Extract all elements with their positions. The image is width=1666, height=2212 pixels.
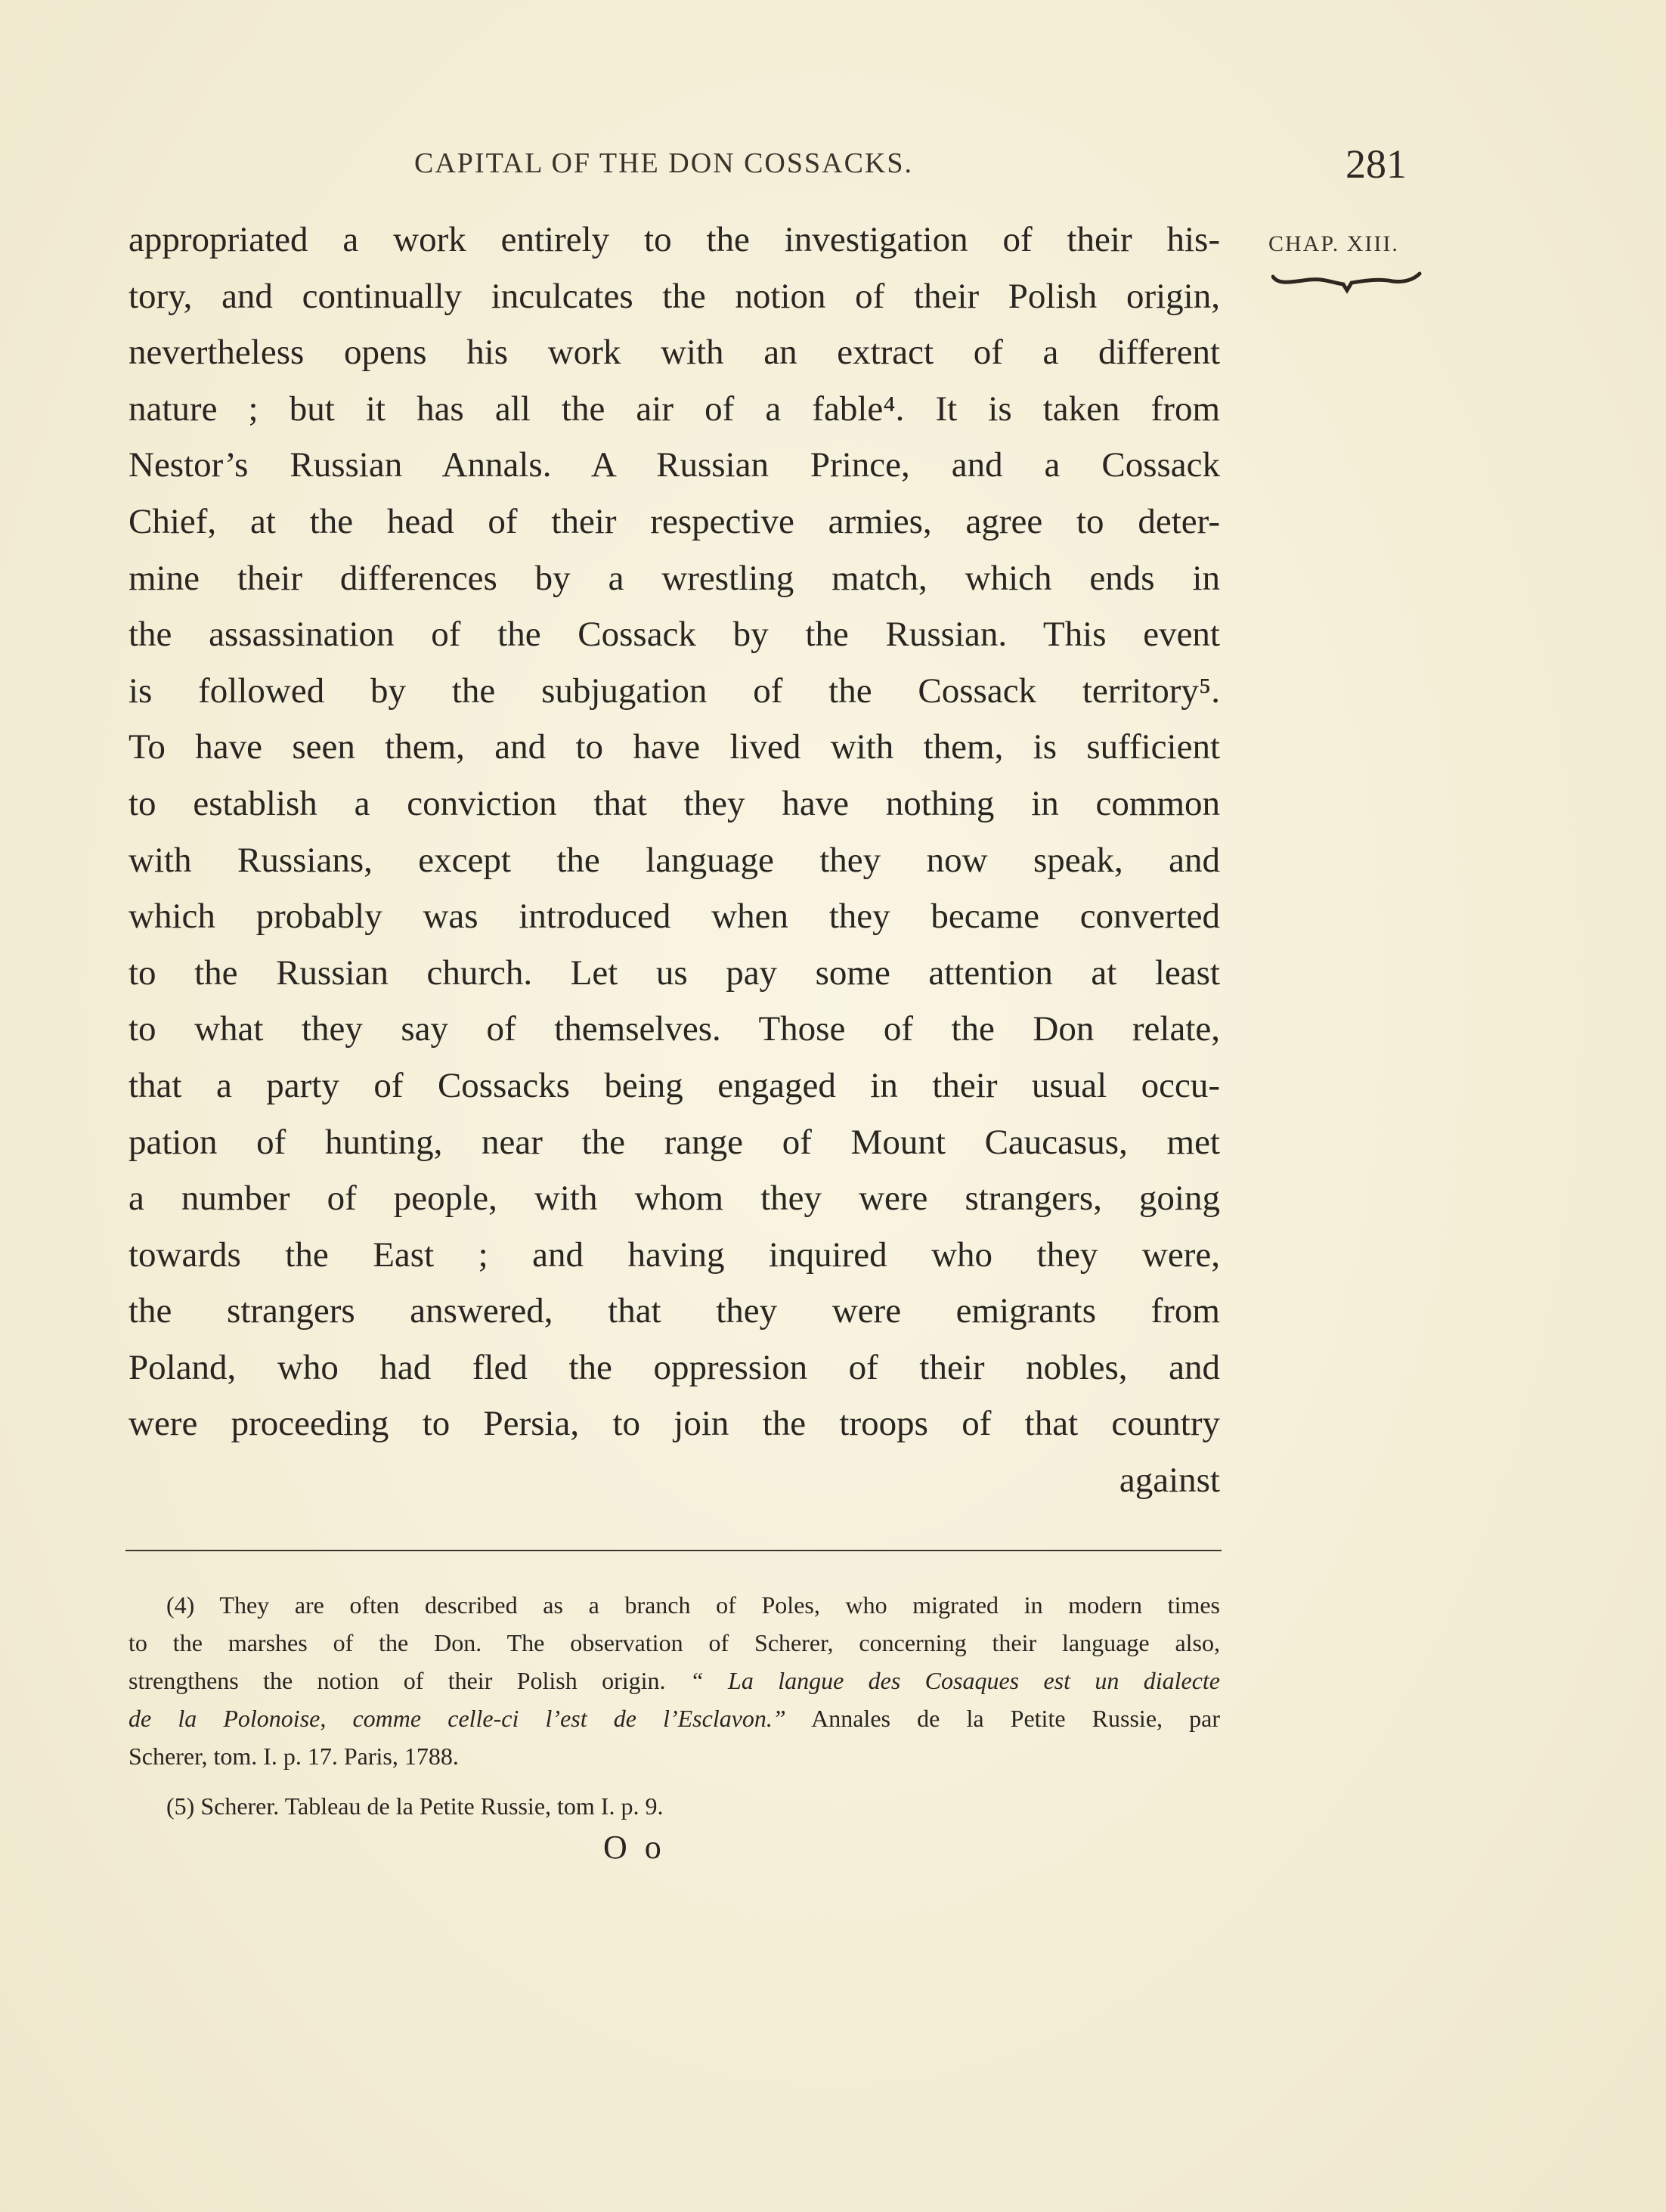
footnote-4-quote: “ La langue des Cosaques est un dialecte — [689, 1667, 1220, 1694]
footnotes — [129, 1586, 1220, 1825]
body-line: the strangers answered, that they were emigrants from — [129, 1291, 1220, 1331]
body-line: pation of hunting, near the range of Mount Caucasus, met — [129, 1122, 1220, 1162]
running-head: CAPITAL OF THE DON COSSACKS. — [414, 147, 913, 179]
body-line: that a party of Cossacks being engaged in their usual occu- — [129, 1065, 1220, 1105]
footnote-rule — [125, 1550, 1222, 1551]
footnote-4-line: (4) They are often described as a branch of Poles, who migrated in modern times — [166, 1591, 1220, 1619]
body-line: Chief, at the head of their respective armies, agree to deter- — [129, 501, 1220, 541]
body-line: to what they say of themselves. Those of the Don relate, — [129, 1009, 1220, 1049]
footnote-4-line: to the marshes of the Don. The observation of Scherer, concerning their language also, — [129, 1629, 1220, 1656]
footnote-4-text: Annales de la Petite Russie, par — [811, 1705, 1220, 1732]
footnote-4-line — [129, 1699, 1220, 1737]
body-line: To have seen them, and to have lived with them, is sufficient — [129, 727, 1220, 767]
footnote-5: (5) Scherer. Tableau de la Petite Russie, tom I. p. 9. — [166, 1792, 664, 1820]
footnote-4-line: Scherer, tom. I. p. 17. Paris, 1788. — [129, 1743, 459, 1770]
body-line-catch: against — [1119, 1461, 1220, 1501]
body-line: appropriated a work entirely to the investigation of their his- — [129, 220, 1220, 259]
footnote-4-line — [129, 1662, 1220, 1699]
body-line: which probably was introduced when they became converted — [129, 897, 1220, 937]
body-line: nevertheless opens his work with an extract of a different — [129, 333, 1220, 373]
signature-mark: O o — [603, 1829, 666, 1866]
body-line: to the Russian church. Let us pay some attention at least — [129, 953, 1220, 993]
body-line: mine their differences by a wrestling match, which ends in — [129, 558, 1220, 598]
flourish-ornament — [1271, 271, 1423, 301]
body-line: Poland, who had fled the oppression of their nobles, and — [129, 1347, 1220, 1387]
page-number: 281 — [1345, 141, 1407, 187]
body-line: Nestor’s Russian Annals. A Russian Prince, and a Cossack — [129, 445, 1220, 485]
body-line: is followed by the subjugation of the Cossack territory⁵. — [129, 671, 1220, 711]
body-line: were proceeding to Persia, to join the troops of that country — [129, 1404, 1220, 1444]
body-line: to establish a conviction that they have nothing in common — [129, 783, 1220, 823]
body-line: with Russians, except the language they now speak, and — [129, 840, 1220, 880]
chapter-margin-note: CHAP. XIII. — [1268, 231, 1399, 256]
body-line: towards the East ; and having inquired who they were, — [129, 1235, 1220, 1275]
body-line: the assassination of the Cossack by the Russian. This event — [129, 615, 1220, 655]
footnote-4-quote: de la Polonoise, comme celle-ci l’est de l’Esclavon.” — [129, 1705, 786, 1732]
footnote-4-text: strengthens the notion of their Polish origin. — [129, 1667, 666, 1694]
body-text — [129, 212, 1220, 1509]
body-line: a number of people, with whom they were strangers, going — [129, 1179, 1220, 1219]
body-line: nature ; but it has all the air of a fable⁴. It is taken from — [129, 389, 1220, 429]
body-line: tory, and continually inculcates the notion of their Polish origin, — [129, 276, 1220, 316]
